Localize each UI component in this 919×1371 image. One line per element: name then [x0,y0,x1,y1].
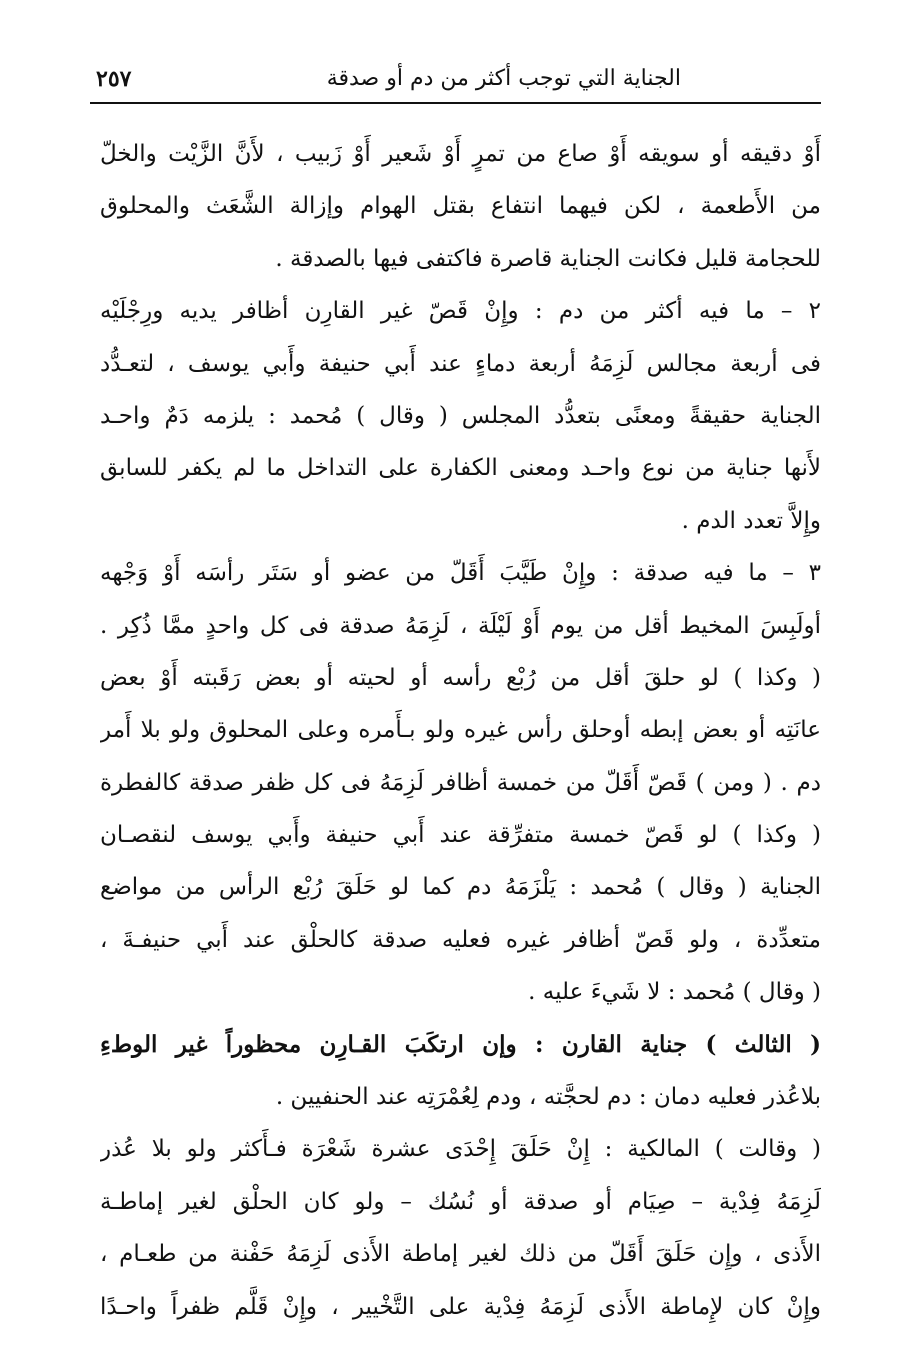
text-line: ٢ – ما فيه أكثر من دم : وإِنْ قَصّ غير القارِن أظافر يديه ورِجْلَيْه [100,298,821,325]
text-line: ( وكذا ) لو حلقَ أقل من رُبْع رأسه أو لحيته أو بعض رَقَبته أَوْ بعض [100,664,821,691]
text-line: أَوْ دقيقه أو سويقه أَوْ صاع من تمرٍ أَوْ شَعير أَوْ زَبيب ، لأَنَّ الزَّيْت والخلّ [100,141,821,167]
text-line: وإِلاَّ تعدد الدم . [681,507,821,534]
text-line: ( وقالت ) المالكية : إِنْ حَلَقَ إِحْدَى عشرة شَعْرَة فـأَكثر ولو بلا عُذر [100,1136,821,1163]
text-line: الجناية حقيقةً ومعنًى بتعدُّد المجلس ( وقال ) مُحمد : يلزمه دَمٌ واحـد [100,402,821,429]
text-line: بلاعُذر فعليه دمان : دم لحجَّته ، ودم لِعُمْرَتِه عند الحنفيين . [275,1084,821,1111]
text-line: ٣ – ما فيه صدقة : وإِنْ طَيَّبَ أَقَلّ من عضو أو سَتَر رأسَه أَوْ وَجْهه [100,560,821,587]
body-text [100,128,821,1333]
running-header [90,62,821,104]
text-line: عانَتِه أو بعض إبطه أوحلق رأس غيره ولو بـأَمره وعلى المحلوق ولو بلا أَمر [100,717,821,744]
text-line: متعدِّدة ، ولو قَصّ أظافر غيره فعليه صدقة كالحلْق عند أَبي حنيفـةَ ، [100,926,821,953]
chapter-title: الجناية التي توجب أكثر من دم أو صدقة [326,66,681,91]
text-line: من الأَطعمة ، لكن فيهما انتفاع بقتل الهوام وإزالة الشَّعَث والمحلوق [100,193,821,220]
text-line: لأَنها جناية من نوع واحـد ومعنى الكفارة على التداخل ما لم يكفر للسابق [100,455,821,482]
page-number: ٢٥٧ [96,66,132,92]
text-line: أولَبِسَ المخيط أقل من يوم أَوْ لَيْلَة ، لَزِمَهُ صدقة فى كل واحدٍ ممَّا ذُكِر . [100,612,821,639]
text-line: الأَذى ، وإِن حَلَقَ أَقَلّ من ذلك لغير إماطة الأَذى لَزِمَهُ حَفْنة من طعـام ، [100,1241,821,1268]
text-line: لَزِمَهُ فِدْية – صِيَام أو صدقة أو نُسُك – ولو كان الحلْق لغير إماطـة [100,1188,821,1215]
section-heading-line: ( الثالث ) جناية القارن : وإن ارتكَبَ القـارِن محظوراً غير الوطءِ [100,1030,821,1058]
text-line: ( وكذا ) لو قَصّ خمسة متفرِّقة عند أَبي حنيفة وأَبي يوسف لنقصـان [100,822,821,849]
text-line: للحجامة قليل فكانت الجناية قاصرة فاكتفى فيها بالصدقة . [275,245,821,272]
text-line: دم . ( ومن ) قَصّ أَقَلّ من خمسة أظافر لَزِمَهُ فى كل ظفر صدقة كالفطرة [100,769,821,796]
text-line: الجناية ( وقال ) مُحمد : يَلْزَمَهُ دم كما لو حَلَقَ رُبْع الرأس من مواضع [100,874,821,901]
text-line: فى أربعة مجالس لَزِمَهُ أربعة دماءٍ عند أَبي حنيفة وأَبي يوسف ، لتعـدُّد [100,350,821,377]
text-line: وإِنْ كان لإِماطة الأَذى لَزِمَهُ فِدْية على التَّخْيير ، وإِنْ قَلَّم ظفراً واحـدًا [100,1293,821,1320]
text-line: ( وقال ) مُحمد : لا شَيءَ عليه . [528,979,821,1006]
